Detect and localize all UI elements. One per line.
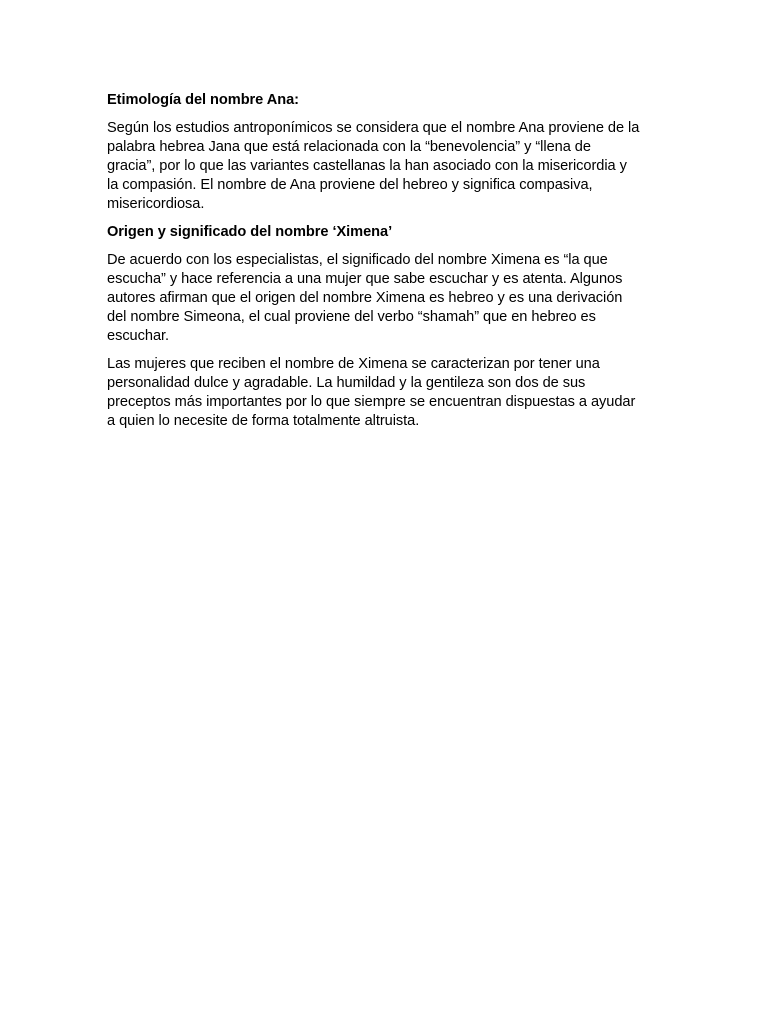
paragraph-ana-etymology [107, 119, 667, 214]
text-line: personalidad dulce y agradable. La humildad y la gentileza son dos de sus [107, 375, 586, 391]
text-line: escuchar. [107, 328, 170, 344]
text-line: del nombre Simeona, el cual proviene del verbo “shamah” que en hebreo es [107, 309, 596, 325]
paragraph-ximena-personality [107, 355, 667, 431]
text-line: la compasión. El nombre de Ana proviene del hebreo y significa compasiva, [107, 177, 593, 193]
text-line: Las mujeres que reciben el nombre de Ximena se caracterizan por tener una [107, 356, 600, 372]
text-line: De acuerdo con los especialistas, el significado del nombre Ximena es “la que [107, 252, 608, 268]
text-line: preceptos más importantes por lo que siempre se encuentran dispuestas a ayudar [107, 394, 636, 410]
text-line: autores afirman que el origen del nombre Ximena es hebreo y es una derivación [107, 290, 623, 306]
text-line: a quien lo necesite de forma totalmente altruista. [107, 413, 420, 429]
text-line: misericordiosa. [107, 196, 205, 212]
text-line: Según los estudios antroponímicos se considera que el nombre Ana proviene de la [107, 120, 640, 136]
text-line: gracia”, por lo que las variantes castellanas la han asociado con la misericordia y [107, 158, 627, 174]
section-heading-ana: Etimología del nombre Ana: [107, 92, 299, 108]
text-line: escucha” y hace referencia a una mujer que sabe escuchar y es atenta. Algunos [107, 271, 623, 287]
paragraph-ximena-meaning [107, 251, 667, 346]
text-line: palabra hebrea Jana que está relacionada con la “benevolencia” y “llena de [107, 139, 591, 155]
document-body [107, 91, 667, 440]
section-heading-ximena: Origen y significado del nombre ‘Ximena’ [107, 224, 393, 240]
